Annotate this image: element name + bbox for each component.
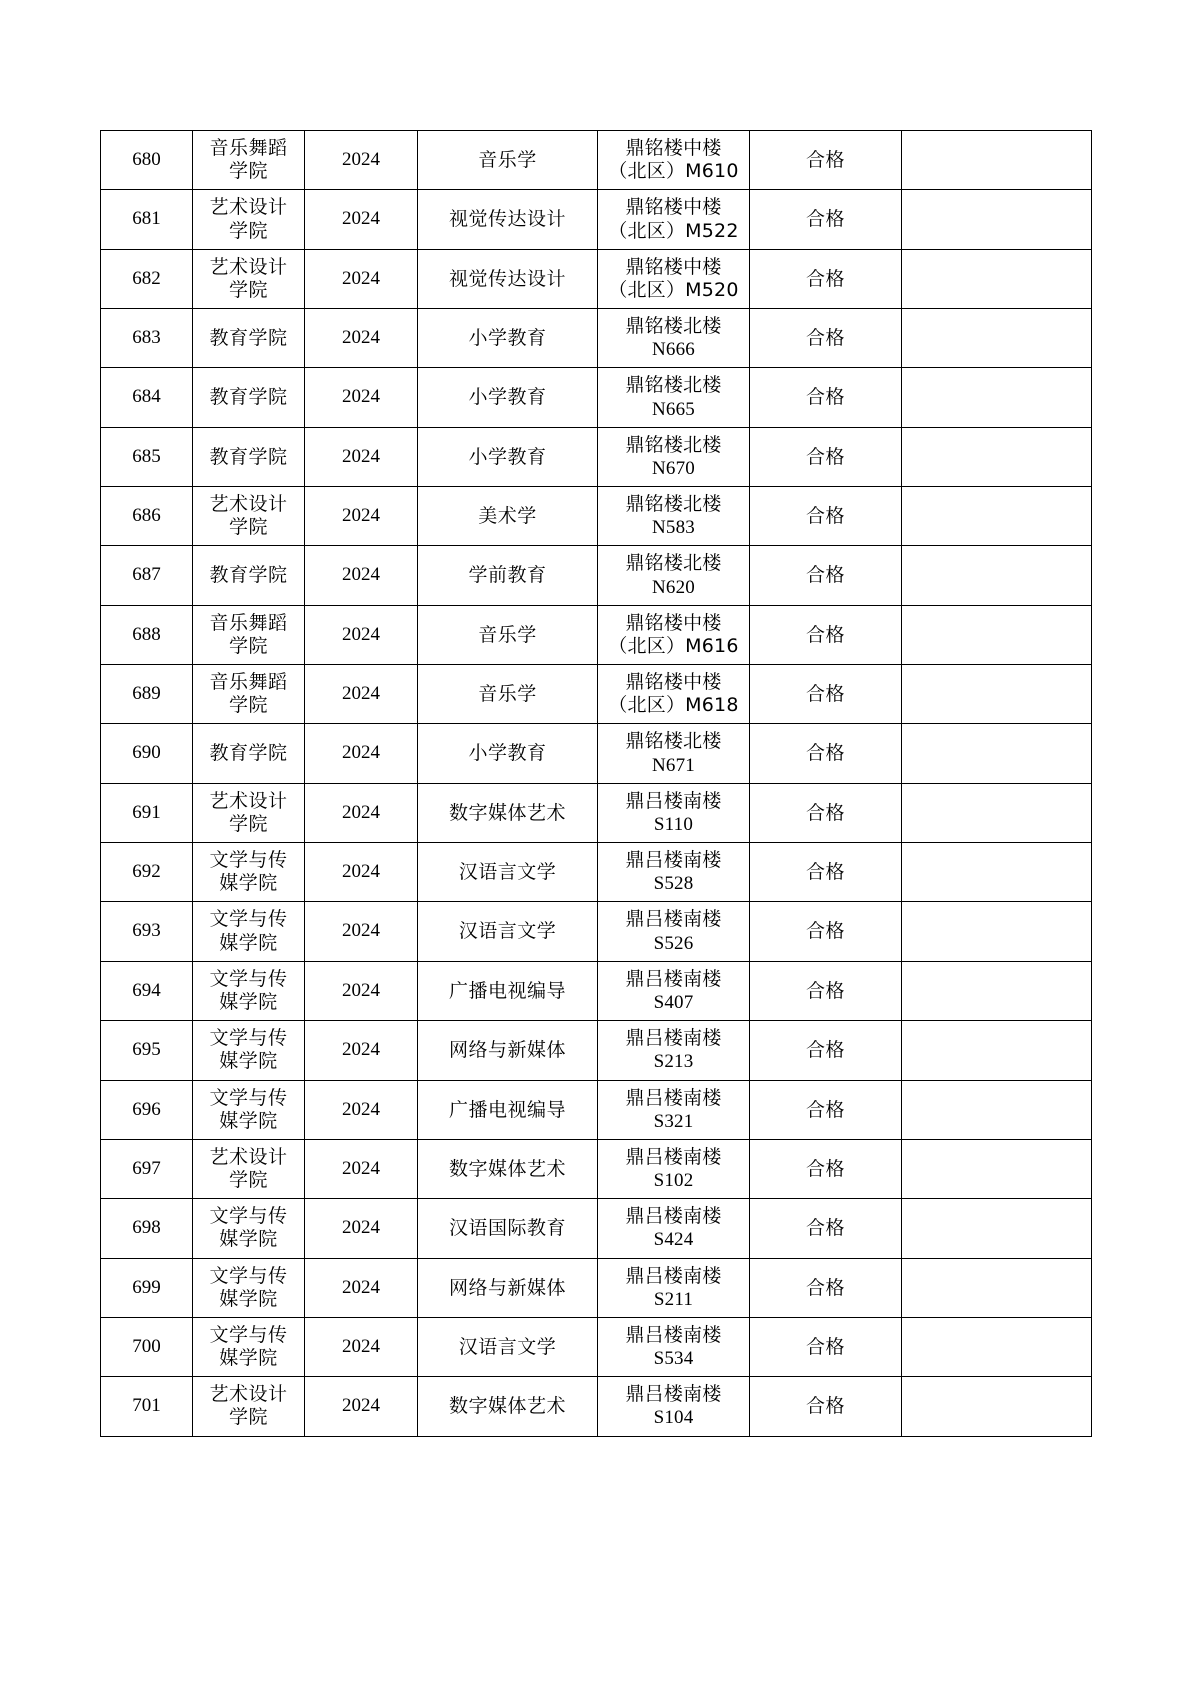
cell-remark (902, 783, 1092, 842)
cell-result: 合格 (750, 1258, 902, 1317)
cell-college: 文学与传 媒学院 (193, 1317, 305, 1376)
cell-exam-room: 鼎铭楼北楼 N670 (598, 427, 750, 486)
cell-major: 音乐学 (418, 131, 598, 190)
cell-major: 学前教育 (418, 546, 598, 605)
cell-major: 广播电视编导 (418, 961, 598, 1020)
cell-remark (902, 665, 1092, 724)
cell-result: 合格 (750, 1139, 902, 1198)
cell-major: 网络与新媒体 (418, 1021, 598, 1080)
cell-major: 数字媒体艺术 (418, 783, 598, 842)
cell-year: 2024 (305, 190, 418, 249)
cell-result: 合格 (750, 605, 902, 664)
cell-major: 视觉传达设计 (418, 249, 598, 308)
cell-major: 汉语国际教育 (418, 1199, 598, 1258)
cell-exam-room: 鼎铭楼中楼 （北区）M616 (598, 605, 750, 664)
cell-college: 文学与传 媒学院 (193, 1199, 305, 1258)
cell-result: 合格 (750, 368, 902, 427)
cell-major: 数字媒体艺术 (418, 1139, 598, 1198)
cell-result: 合格 (750, 1080, 902, 1139)
cell-college: 艺术设计 学院 (193, 487, 305, 546)
table-row (101, 1139, 1092, 1198)
cell-serial-number: 698 (101, 1199, 193, 1258)
cell-major: 小学教育 (418, 368, 598, 427)
cell-serial-number: 686 (101, 487, 193, 546)
cell-college: 音乐舞蹈 学院 (193, 665, 305, 724)
cell-remark (902, 1317, 1092, 1376)
cell-year: 2024 (305, 368, 418, 427)
table-row (101, 190, 1092, 249)
cell-college: 文学与传 媒学院 (193, 1080, 305, 1139)
cell-exam-room: 鼎吕楼南楼 S110 (598, 783, 750, 842)
cell-exam-room: 鼎吕楼南楼 S104 (598, 1377, 750, 1436)
cell-year: 2024 (305, 1377, 418, 1436)
table-row (101, 665, 1092, 724)
cell-college: 艺术设计 学院 (193, 249, 305, 308)
cell-remark (902, 902, 1092, 961)
cell-year: 2024 (305, 783, 418, 842)
cell-serial-number: 690 (101, 724, 193, 783)
cell-year: 2024 (305, 843, 418, 902)
cell-serial-number: 688 (101, 605, 193, 664)
cell-year: 2024 (305, 1199, 418, 1258)
table-row (101, 1258, 1092, 1317)
cell-major: 数字媒体艺术 (418, 1377, 598, 1436)
cell-result: 合格 (750, 902, 902, 961)
cell-year: 2024 (305, 309, 418, 368)
cell-college: 艺术设计 学院 (193, 190, 305, 249)
cell-year: 2024 (305, 665, 418, 724)
cell-remark (902, 487, 1092, 546)
cell-remark (902, 1377, 1092, 1436)
cell-serial-number: 695 (101, 1021, 193, 1080)
cell-result: 合格 (750, 1377, 902, 1436)
table-row (101, 1080, 1092, 1139)
cell-major: 小学教育 (418, 309, 598, 368)
cell-exam-room: 鼎吕楼南楼 S211 (598, 1258, 750, 1317)
cell-major: 视觉传达设计 (418, 190, 598, 249)
cell-college: 文学与传 媒学院 (193, 961, 305, 1020)
cell-exam-room: 鼎铭楼中楼 （北区）M618 (598, 665, 750, 724)
cell-college: 文学与传 媒学院 (193, 1021, 305, 1080)
table-row (101, 249, 1092, 308)
cell-year: 2024 (305, 427, 418, 486)
cell-remark (902, 546, 1092, 605)
cell-remark (902, 1199, 1092, 1258)
cell-result: 合格 (750, 843, 902, 902)
table-row (101, 487, 1092, 546)
cell-remark (902, 961, 1092, 1020)
cell-major: 小学教育 (418, 427, 598, 486)
cell-remark (902, 131, 1092, 190)
table-row (101, 961, 1092, 1020)
cell-serial-number: 697 (101, 1139, 193, 1198)
table-row (101, 605, 1092, 664)
cell-exam-room: 鼎吕楼南楼 S102 (598, 1139, 750, 1198)
cell-remark (902, 724, 1092, 783)
table-row (101, 131, 1092, 190)
table-row (101, 724, 1092, 783)
cell-serial-number: 689 (101, 665, 193, 724)
table-row (101, 546, 1092, 605)
cell-year: 2024 (305, 605, 418, 664)
cell-year: 2024 (305, 1258, 418, 1317)
cell-exam-room: 鼎铭楼中楼 （北区）M522 (598, 190, 750, 249)
cell-remark (902, 1139, 1092, 1198)
cell-exam-room: 鼎铭楼北楼 N666 (598, 309, 750, 368)
table-row (101, 368, 1092, 427)
cell-serial-number: 694 (101, 961, 193, 1020)
cell-serial-number: 699 (101, 1258, 193, 1317)
cell-result: 合格 (750, 724, 902, 783)
cell-college: 艺术设计 学院 (193, 1139, 305, 1198)
cell-year: 2024 (305, 902, 418, 961)
cell-remark (902, 427, 1092, 486)
cell-year: 2024 (305, 1080, 418, 1139)
cell-exam-room: 鼎吕楼南楼 S424 (598, 1199, 750, 1258)
cell-remark (902, 249, 1092, 308)
cell-result: 合格 (750, 1021, 902, 1080)
cell-year: 2024 (305, 1317, 418, 1376)
cell-result: 合格 (750, 1199, 902, 1258)
table-row (101, 309, 1092, 368)
cell-college: 音乐舞蹈 学院 (193, 605, 305, 664)
cell-year: 2024 (305, 131, 418, 190)
cell-exam-room: 鼎吕楼南楼 S528 (598, 843, 750, 902)
table-row (101, 1199, 1092, 1258)
cell-college: 音乐舞蹈 学院 (193, 131, 305, 190)
cell-major: 小学教育 (418, 724, 598, 783)
cell-major: 网络与新媒体 (418, 1258, 598, 1317)
cell-remark (902, 1080, 1092, 1139)
cell-serial-number: 687 (101, 546, 193, 605)
table-body (101, 131, 1092, 1437)
cell-exam-room: 鼎吕楼南楼 S526 (598, 902, 750, 961)
table-row (101, 1317, 1092, 1376)
cell-year: 2024 (305, 724, 418, 783)
cell-result: 合格 (750, 783, 902, 842)
cell-serial-number: 682 (101, 249, 193, 308)
cell-college: 艺术设计 学院 (193, 1377, 305, 1436)
cell-remark (902, 843, 1092, 902)
table-row (101, 1377, 1092, 1436)
cell-college: 教育学院 (193, 368, 305, 427)
cell-exam-room: 鼎铭楼北楼 N620 (598, 546, 750, 605)
cell-year: 2024 (305, 1021, 418, 1080)
cell-serial-number: 684 (101, 368, 193, 427)
cell-serial-number: 700 (101, 1317, 193, 1376)
cell-serial-number: 683 (101, 309, 193, 368)
cell-college: 教育学院 (193, 309, 305, 368)
cell-year: 2024 (305, 546, 418, 605)
cell-exam-room: 鼎铭楼北楼 N671 (598, 724, 750, 783)
cell-year: 2024 (305, 961, 418, 1020)
cell-serial-number: 681 (101, 190, 193, 249)
cell-serial-number: 693 (101, 902, 193, 961)
cell-remark (902, 368, 1092, 427)
cell-serial-number: 691 (101, 783, 193, 842)
cell-exam-room: 鼎铭楼北楼 N583 (598, 487, 750, 546)
cell-major: 音乐学 (418, 605, 598, 664)
cell-result: 合格 (750, 546, 902, 605)
cell-remark (902, 190, 1092, 249)
cell-result: 合格 (750, 1317, 902, 1376)
table-row (101, 1021, 1092, 1080)
cell-college: 教育学院 (193, 427, 305, 486)
cell-serial-number: 696 (101, 1080, 193, 1139)
cell-major: 汉语言文学 (418, 1317, 598, 1376)
table-row (101, 843, 1092, 902)
cell-year: 2024 (305, 249, 418, 308)
cell-result: 合格 (750, 665, 902, 724)
records-table (100, 130, 1092, 1437)
cell-remark (902, 309, 1092, 368)
cell-remark (902, 1258, 1092, 1317)
cell-major: 广播电视编导 (418, 1080, 598, 1139)
table-row (101, 902, 1092, 961)
cell-year: 2024 (305, 1139, 418, 1198)
cell-result: 合格 (750, 487, 902, 546)
cell-exam-room: 鼎吕楼南楼 S407 (598, 961, 750, 1020)
cell-major: 汉语言文学 (418, 843, 598, 902)
cell-serial-number: 701 (101, 1377, 193, 1436)
cell-result: 合格 (750, 131, 902, 190)
cell-major: 汉语言文学 (418, 902, 598, 961)
table-row (101, 427, 1092, 486)
cell-serial-number: 692 (101, 843, 193, 902)
cell-college: 文学与传 媒学院 (193, 1258, 305, 1317)
cell-exam-room: 鼎吕楼南楼 S321 (598, 1080, 750, 1139)
cell-exam-room: 鼎铭楼中楼 （北区）M520 (598, 249, 750, 308)
cell-serial-number: 680 (101, 131, 193, 190)
cell-college: 教育学院 (193, 546, 305, 605)
cell-result: 合格 (750, 190, 902, 249)
cell-exam-room: 鼎吕楼南楼 S534 (598, 1317, 750, 1376)
cell-remark (902, 605, 1092, 664)
cell-college: 艺术设计 学院 (193, 783, 305, 842)
cell-result: 合格 (750, 309, 902, 368)
cell-remark (902, 1021, 1092, 1080)
cell-exam-room: 鼎铭楼北楼 N665 (598, 368, 750, 427)
cell-year: 2024 (305, 487, 418, 546)
cell-college: 文学与传 媒学院 (193, 843, 305, 902)
cell-major: 音乐学 (418, 665, 598, 724)
cell-exam-room: 鼎吕楼南楼 S213 (598, 1021, 750, 1080)
cell-result: 合格 (750, 427, 902, 486)
cell-college: 文学与传 媒学院 (193, 902, 305, 961)
cell-result: 合格 (750, 249, 902, 308)
cell-college: 教育学院 (193, 724, 305, 783)
table-row (101, 783, 1092, 842)
cell-exam-room: 鼎铭楼中楼 （北区）M610 (598, 131, 750, 190)
cell-result: 合格 (750, 961, 902, 1020)
cell-serial-number: 685 (101, 427, 193, 486)
cell-major: 美术学 (418, 487, 598, 546)
